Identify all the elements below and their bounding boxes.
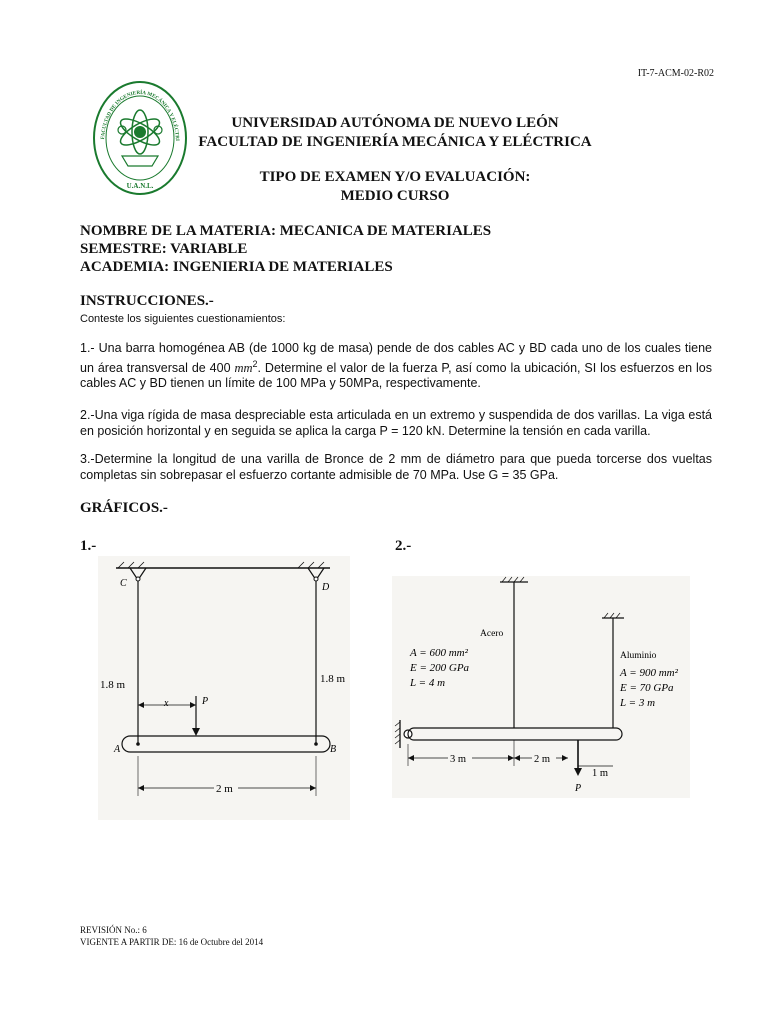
subject-name: NOMBRE DE LA MATERIA: MECANICA DE MATERIALES bbox=[80, 223, 492, 239]
x-distance-label: x bbox=[164, 698, 169, 709]
aluminum-area: A = 900 mm² bbox=[620, 667, 678, 679]
question-3: 3.-Determine la longitud de una varilla de Bronce de 2 mm de diámetro para que pueda torcerse dos vueltas completas sin sobrepasar el esfuerzo cortante admisible de 70 MPa. Use G = 35 GPa. bbox=[80, 452, 712, 482]
figure-2-rigid-beam bbox=[392, 576, 690, 798]
semester: SEMESTRE: VARIABLE bbox=[80, 241, 248, 257]
faculty-name: FACULTAD DE INGENIERÍA MECÁNICA Y ELÉCTRICA bbox=[198, 134, 592, 150]
steel-area: A = 600 mm² bbox=[410, 647, 468, 659]
aluminum-modulus: E = 70 GPa bbox=[620, 682, 674, 694]
right-length-label: 1.8 m bbox=[320, 673, 346, 685]
valid-from-date: VIGENTE A PARTIR DE: 16 de Octubre del 2014 bbox=[80, 937, 264, 947]
question-1: 1.- Una barra homogénea AB (de 1000 kg de masa) pende de dos cables AC y BD cada uno de los cuales tiene un área transversal de 400 $mm^2$. Determine el valor de la fuerza P, así como la ubicación, SI los esfuerzos en los cables AC y BD tienen un límite de 100 MPa y 50MPa, respectivamente. bbox=[80, 341, 712, 391]
point-b-label: B bbox=[330, 744, 337, 755]
exam-type: TIPO DE EXAMEN Y/O EVALUACIÓN: bbox=[259, 169, 531, 185]
exam-name: MEDIO CURSO bbox=[340, 188, 450, 204]
graphics-title: GRÁFICOS.- bbox=[80, 500, 168, 516]
left-length-label: 1.8 m bbox=[100, 679, 126, 691]
university-name: UNIVERSIDAD AUTÓNOMA DE NUEVO LEÓN bbox=[231, 115, 559, 131]
unit-mm: mm bbox=[234, 360, 253, 375]
aluminum-title: Aluminio bbox=[620, 651, 657, 661]
distance-1m: 1 m bbox=[592, 768, 609, 779]
subject-block bbox=[80, 222, 491, 276]
point-d-label: D bbox=[322, 582, 330, 593]
footer bbox=[80, 924, 263, 948]
distance-3m: 3 m bbox=[450, 754, 467, 765]
figure-1-hanging-bar bbox=[98, 556, 350, 820]
figure-1-label: 1.- bbox=[80, 538, 97, 554]
revision-number: REVISIÓN No.: 6 bbox=[80, 925, 147, 935]
document-code: IT-7-ACM-02-R02 bbox=[637, 68, 714, 79]
figure-2-label: 2.- bbox=[395, 538, 412, 554]
span-label: 2 m bbox=[216, 783, 233, 795]
question-2: 2.-Una viga rígida de masa despreciable esta articulada en un extremo y suspendida de dos varillas. La viga está en posición horizontal y en seguida se aplica la carga P = 120 kN. Determine la tensión en cada varilla. bbox=[80, 408, 712, 438]
aluminum-length: L = 3 m bbox=[620, 697, 656, 709]
logo-ring-bottom: U.A.N.L. bbox=[126, 182, 154, 190]
distance-2m: 2 m bbox=[534, 754, 551, 765]
steel-title: Acero bbox=[480, 629, 504, 639]
logo-ring-text: FACULTAD DE INGENIERÍA MECÁNICA Y ELÉCTRI bbox=[100, 89, 180, 142]
point-c-label: C bbox=[120, 578, 127, 589]
load-p-label: P bbox=[202, 696, 209, 707]
instructions-subtitle: Conteste los siguientes cuestionamientos: bbox=[80, 313, 286, 325]
instructions-title: INSTRUCCIONES.- bbox=[80, 293, 214, 309]
load-p-label-2: P bbox=[575, 783, 582, 794]
point-a-label: A bbox=[114, 744, 121, 755]
steel-modulus: E = 200 GPa bbox=[410, 662, 470, 674]
academy: ACADEMIA: INGENIERIA DE MATERIALES bbox=[80, 259, 393, 275]
steel-length: L = 4 m bbox=[410, 677, 446, 689]
